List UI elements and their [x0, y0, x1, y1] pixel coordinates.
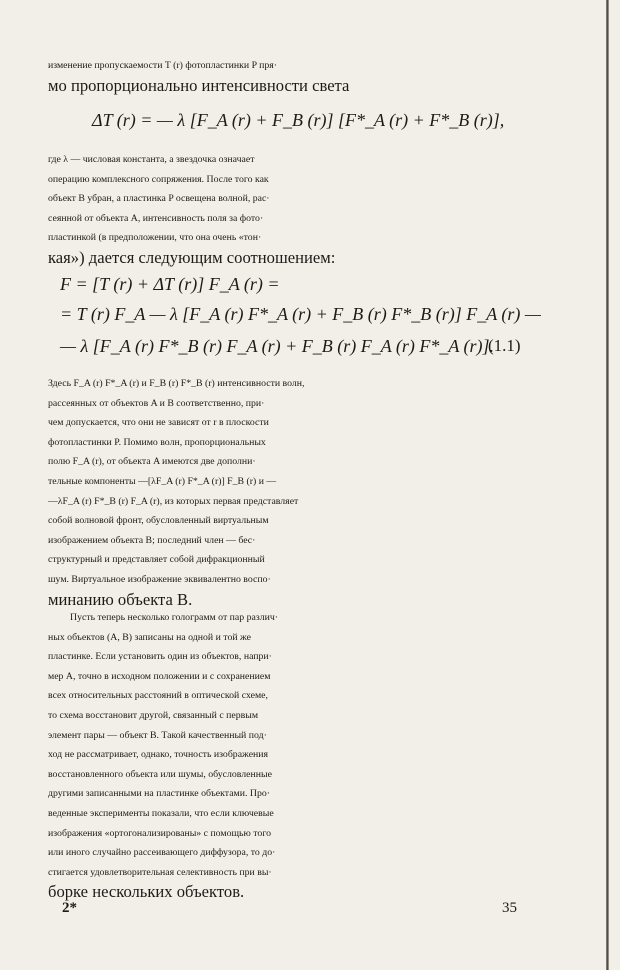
text-line: —λF_A (r) F*_B (r) F_A (r), из которых первая представляет	[48, 495, 299, 507]
page-edge-shadow	[606, 0, 609, 970]
text-line: чем допускается, что они не зависят от r в плоскости	[48, 417, 269, 429]
text-line: ход не рассматривает, однако, точность изображения	[48, 749, 269, 761]
text-line: борке нескольких объектов.	[48, 882, 245, 902]
text-line: тельные компоненты —[λF_A (r) F*_A (r)] F_B (r) и —	[48, 475, 277, 487]
text-line: объект B убран, а пластинка P освещена волной, рас·	[48, 193, 270, 205]
page-number: 35	[502, 900, 517, 916]
text-line: Здесь F_A (r) F*_A (r) и F_B (r) F*_B (r) интенсивности волн,	[48, 378, 305, 389]
equation-delta-t: ΔT (r) = — λ [F_A (r) + F_B (r)] [F*_A (r) + F*_B (r)],	[92, 110, 505, 130]
text-line: ных объектов (A, B) записаны на одной и той же	[48, 631, 252, 643]
text-line: восстановленного объекта или шумы, обусловленные	[48, 768, 272, 780]
text-line: изображения «ортогонализированы» с помощью того	[48, 827, 271, 839]
text-line: веденные эксперименты показали, что если ключевые	[48, 807, 274, 819]
text-line: изменение пропускаемости T (r) фотопластинки P пря·	[48, 60, 278, 71]
text-line: всех относительных расстояний в оптической схеме,	[48, 690, 268, 702]
paragraph-2	[48, 374, 526, 609]
equation-number: (1.1)	[488, 336, 521, 355]
text-line: стигается удовлетворительная селективность при вы·	[48, 866, 272, 878]
text-line: или иного случайно рассеивающего диффузора, то до·	[48, 847, 276, 859]
signature-mark: 2*	[62, 900, 77, 916]
text-line: структурный и представляет собой дифракционный	[48, 554, 265, 566]
text-line: где λ — числовая константа, а звездочка означает	[48, 154, 255, 165]
text-line: пластинкой (в предположении, что она очень «тон·	[48, 232, 262, 244]
equation-line: = T (r) F_A — λ [F_A (r) F*_A (r) + F_B (r) F*_B (r)] F_A (r) —	[60, 304, 541, 324]
text-line: операцию комплексного сопряжения. После того как	[48, 173, 269, 185]
equation-line: — λ [F_A (r) F*_B (r) F_A (r) + F_B (r) F_A (r) F*_A (r)].	[60, 336, 495, 356]
text-line: другими записанными на пластинке объектами. Про·	[48, 788, 271, 800]
text-line: элемент пары — объект B. Такой качественный под·	[48, 729, 267, 741]
paragraph-3	[48, 608, 526, 902]
intro-paragraph	[48, 56, 526, 95]
paragraph-1	[48, 150, 526, 268]
text-line: шум. Виртуальное изображение эквивалентно воспо·	[48, 573, 271, 585]
text-line: мо пропорционально интенсивности света	[48, 75, 350, 95]
text-line: сеянной от объекта A, интенсивность поля за фото·	[48, 212, 264, 224]
equation-line: F = [T (r) + ΔT (r)] F_A (r) =	[60, 274, 280, 294]
text-line: мер A, точно в исходном положении и с сохранением	[48, 670, 271, 682]
text-line: то схема восстановит другой, связанный с первым	[48, 709, 259, 721]
text-line: фотопластинки P. Помимо волн, пропорциональных	[48, 436, 266, 448]
text-line: минанию объекта B.	[48, 589, 193, 609]
text-line: изображением объекта B; последний член — бес·	[48, 534, 256, 546]
text-line: полю F_A (r), от объекта A имеются две дополни·	[48, 456, 256, 468]
text-line: пластинке. Если установить один из объектов, напри·	[48, 651, 272, 663]
text-line: Пусть теперь несколько голограмм от пар различ·	[70, 612, 279, 623]
text-line: рассеянных от объектов A и B соответственно, при·	[48, 397, 265, 409]
text-line: кая») дается следующим соотношением:	[48, 247, 336, 267]
text-line: собой волновой фронт, обусловленный виртуальным	[48, 515, 269, 527]
